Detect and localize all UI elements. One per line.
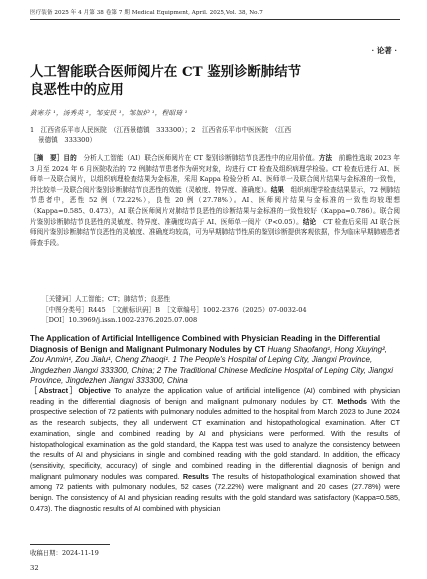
footnote-rule (30, 544, 110, 545)
abstract-cn (30, 153, 400, 248)
keywords-cn: ［关键词］人工智能；CT；肺结节；良恶性 (42, 295, 171, 303)
abstract-cn-methods: 前瞻性选取 2023 年 3 月至 2024 年 6 月医院收治的 72 例肺结节患者作为研究对象，均进行 CT 检查及组织病理学检验。CT 检查后进行 AI、医师单一及联合阅片，以组织病理检查结果为金标准，采用 Kappa 检验分析 AI、医师单一及联合阅片结果与金标准的一致性，并比较单一及联合阅片鉴别诊断肺结节良恶性的效能（灵敏度、特异度、准确度）。 (30, 154, 400, 194)
abstract-cn-methods-label: 方法 (318, 154, 333, 162)
abstract-en-label: ［Abstract］Objective (30, 386, 111, 395)
affiliations-cn (30, 125, 400, 145)
column-tag: · 论著 · (371, 46, 397, 55)
authors-cn: 黄寒芬 ¹，汤秀英 ²，邹安民 ¹，邹加炉 ¹，程昭琦 ¹ (30, 109, 188, 117)
affiliations-en: 1 The People's Hospital of Leping City, Jiangxi Province, Jingdezhen Jiangxi 333300, China; 2 The Traditional Chinese Medicine Hospital of Leping City, Jiangxi Province, Jingdezhen Jiangxi 333300, China (30, 355, 394, 386)
abstract-en-methods: With the prospective selection of 72 patients with pulmonary nodules admitted to the hospital from March 2023 to June 2024 as the research subjects, they all underwent CT examination and histopathological examination. After CT examination, single and combined reading by AI and physicians were performed. With the results of histopathological examination as the gold standard, the Kappa test was used to analyze the consistency between the results of AI and physicians in single and combined reading with the gold standard. In addition, the efficacy (sensitivity, specificity, accuracy) of single and combined reading in the differential diagnosis of benign and malignant pulmonary nodules was compared. (30, 396, 400, 481)
title-cn (30, 63, 400, 99)
title-en-block (30, 334, 400, 387)
running-head: 医疗装备 2025 年 4 月第 38 卷第 7 期 Medical Equipment, April. 2025,Vol. 38, No.7 (30, 10, 263, 16)
abstract-en-methods-label: Methods (337, 396, 367, 406)
abstract-cn-results: 组织病理学检查结果显示，72 例肺结节患者中，恶性 52 例（72.22%），良性 20 例（27.78%）。AI、医师阅片结果与金标准的一致性均较理想（Kappa=0.585、0.473），AI 联合医师阅片对肺结节良恶性的诊断结果与金标准的一致性较好（Kappa=0.786）。联合阅片鉴别诊断肺结节良恶性的灵敏度、特异度、准确度均高于 AI、医师单一阅片（P<0.05）。 (30, 185, 400, 226)
title-cn-line2: 良恶性中的应用 (30, 82, 124, 98)
classification-codes: ［中图分类号］R445 ［文献标识码］B ［文章编号］1002-2376（2025）07-0032-04 (42, 305, 307, 314)
header-rule (30, 19, 400, 20)
abstract-cn-label: ［摘 要］目的 (30, 154, 77, 162)
keywords-block (42, 294, 398, 326)
abstract-cn-results-label: 结果 (270, 185, 284, 194)
abstract-en-results: The results of histopathological examination showed that among 72 patients with pulmonary nodules, 52 cases (72.22%) were malignant and 20 cases (27.78%) were benign. The consistency of AI and physician reading results with the gold standard was satisfactory (Kappa=0.585, 0.473). The diagnostic results of AI combined with physician (30, 471, 400, 513)
affiliations-cn-line2: 景德镇 333300） (38, 136, 97, 144)
abstract-en-objective: To analyze the application value of artificial intelligence (AI) combined with physician reading in the differential diagnosis of benign and malignant pulmonary nodules by CT. (30, 386, 401, 406)
doi: ［DOI］10.3969/j.issn.1002-2376.2025.07.008 (42, 316, 198, 325)
page-number: 32 (30, 564, 39, 572)
abstract-cn-objective: 分析人工智能（AI）联合医师阅片在 CT 鉴别诊断肺结节良恶性中的应用价值。 (76, 154, 319, 162)
abstract-cn-conclusion: CT 检查后采用 AI 联合医师阅片鉴别诊断肺结节良恶性的灵敏度、准确度均较高，可为早期肺结节性质的鉴别诊断提供客观依据，作为临床早期肺癌患者筛查手段。 (30, 217, 400, 247)
authors-en: Huang Shaofang¹, Hong Xiuying², Zou Anmin¹, Zou Jialu¹, Cheng Zhaoqi¹. (30, 344, 388, 365)
abstract-en (30, 386, 400, 514)
affiliations-cn-line1: 1 江西省乐平市人民医院 （江西景德镇 333300）；2 江西省乐平市中医医院 （江西 (30, 126, 292, 134)
title-en: The Application of Artificial Intelligence Combined with Physician Reading in the Differential Diagnosis of Benign and Malignant Pulmonary Nodules by CT (30, 334, 381, 354)
abstract-en-results-label: Results (182, 471, 209, 481)
received-date: 收稿日期：2024-11-19 (30, 549, 99, 557)
title-cn-line1: 人工智能联合医师阅片在 CT 鉴别诊断肺结节 (30, 64, 301, 80)
abstract-cn-conclusion-label: 结论 (302, 217, 317, 226)
